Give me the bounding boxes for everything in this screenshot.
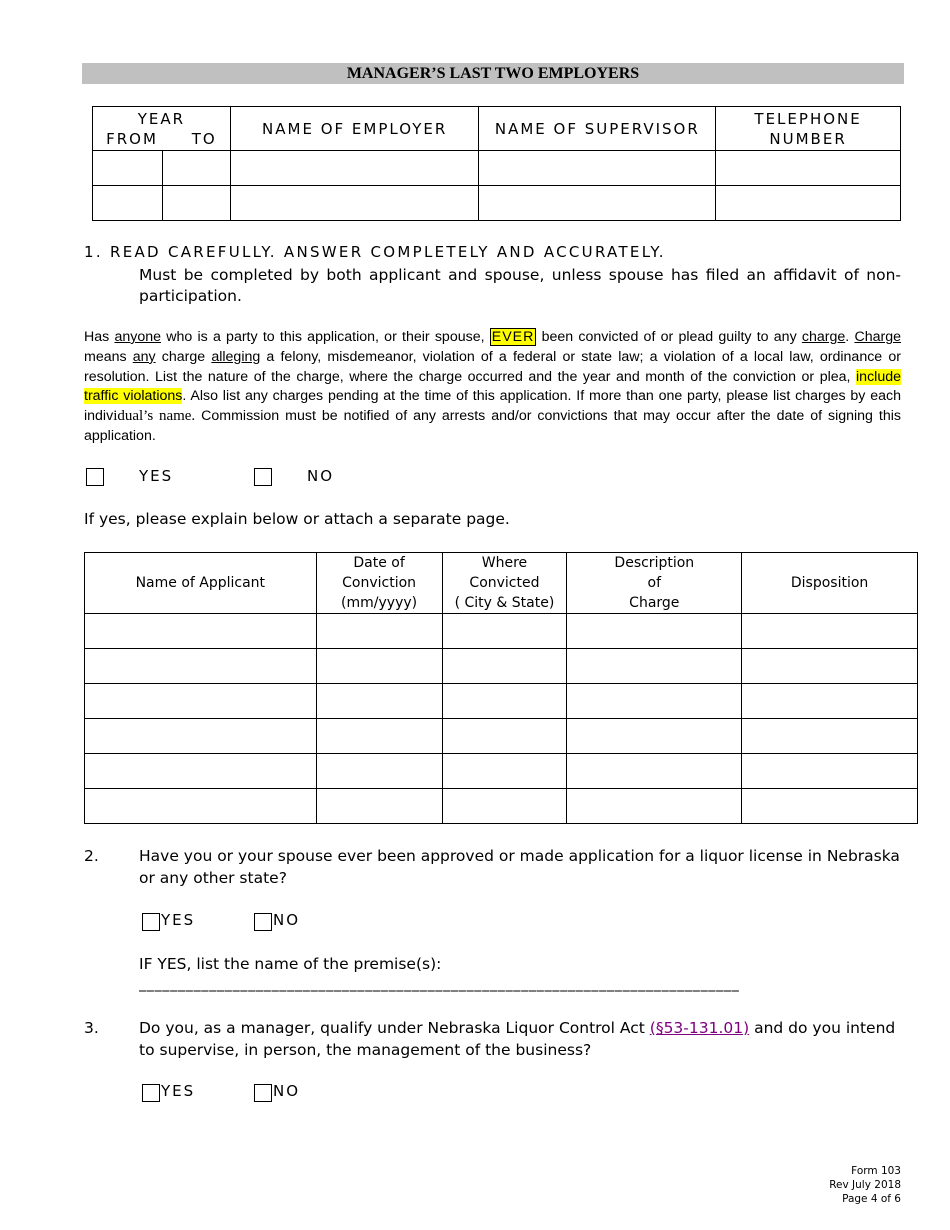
q1-no-checkbox[interactable] xyxy=(254,468,272,486)
premises-line[interactable]: _____________________________________________________________________________ xyxy=(139,976,740,992)
employer-cell[interactable] xyxy=(230,186,479,221)
ever-highlight: EVER xyxy=(491,329,535,345)
telephone-cell[interactable] xyxy=(716,151,901,186)
cell[interactable] xyxy=(567,719,742,754)
q3-yes-label: YES xyxy=(161,1082,196,1100)
cell[interactable] xyxy=(742,614,918,649)
supervisor-cell[interactable] xyxy=(479,151,716,186)
to-cell[interactable] xyxy=(162,151,230,186)
description-header: Description of Charge xyxy=(567,553,742,614)
cell[interactable] xyxy=(567,649,742,684)
q2-yes-checkbox[interactable] xyxy=(142,913,160,931)
cell[interactable] xyxy=(316,614,442,649)
table-row xyxy=(93,186,901,221)
q1-instructions: Has anyone who is a party to this application, or their spouse, EVER been convicted of or plead guilty to any charge. Charge means any charge alleging a felony, misdemeanor, violation of a federal or state law; a violation of a local law, ordinance or resolution. List the nature of the charge, where the charge occurred and the year and month of the conviction or plea, include traffic violations. Also list any charges pending at the time of this application. If more than one party, please list charges by each individual’s name. Commission must be notified of any arrests and/or convictions that may occur after the date of signing this application. xyxy=(84,329,901,444)
revision: Rev July 2018 xyxy=(829,1179,901,1191)
employers-table xyxy=(92,106,901,221)
q2-text: Have you or your spouse ever been approved or made application for a liquor license in Nebraska or any other state? xyxy=(139,847,900,887)
name-header: Name of Applicant xyxy=(85,553,317,614)
table-row xyxy=(85,614,918,649)
telephone-header: TELEPHONE NUMBER xyxy=(716,107,901,151)
cell[interactable] xyxy=(85,789,317,824)
cell[interactable] xyxy=(85,719,317,754)
section-banner: MANAGER’S LAST TWO EMPLOYERS xyxy=(82,63,904,84)
table-row xyxy=(85,649,918,684)
cell[interactable] xyxy=(742,754,918,789)
cell[interactable] xyxy=(742,649,918,684)
cell[interactable] xyxy=(85,614,317,649)
explain-text: If yes, please explain below or attach a separate page. xyxy=(84,510,510,528)
q2-no-checkbox[interactable] xyxy=(254,913,272,931)
cell[interactable] xyxy=(742,719,918,754)
q2-no-label: NO xyxy=(273,911,301,929)
act-link[interactable]: (§53-131.01) xyxy=(649,1019,750,1037)
q3-yes-checkbox[interactable] xyxy=(142,1084,160,1102)
q3-text: Do you, as a manager, qualify under Nebraska Liquor Control Act (§53-131.01) and do you intend to supervise, in person, the management of the business? xyxy=(139,1019,896,1059)
footer xyxy=(829,1164,901,1206)
cell[interactable] xyxy=(85,684,317,719)
table-row xyxy=(85,754,918,789)
cell[interactable] xyxy=(567,614,742,649)
traffic-highlight: include traffic violations xyxy=(84,368,901,405)
cell[interactable] xyxy=(442,684,567,719)
cell[interactable] xyxy=(316,754,442,789)
supervisor-header: NAME OF SUPERVISOR xyxy=(479,107,716,151)
cell[interactable] xyxy=(85,649,317,684)
cell[interactable] xyxy=(316,684,442,719)
q3-no-label: NO xyxy=(273,1082,301,1100)
convictions-table xyxy=(84,552,918,824)
cell[interactable] xyxy=(742,684,918,719)
cell[interactable] xyxy=(567,684,742,719)
year-label: YEAR xyxy=(137,109,186,128)
q3-no-checkbox[interactable] xyxy=(254,1084,272,1102)
to-cell[interactable] xyxy=(162,186,230,221)
cell[interactable] xyxy=(442,789,567,824)
q1-yes-checkbox[interactable] xyxy=(86,468,104,486)
supervisor-cell[interactable] xyxy=(479,186,716,221)
cell[interactable] xyxy=(316,649,442,684)
cell[interactable] xyxy=(442,614,567,649)
disposition-header: Disposition xyxy=(742,553,918,614)
where-header: Where Convicted ( City & State) xyxy=(442,553,567,614)
q1-heading: 1. READ CAREFULLY. ANSWER COMPLETELY AND ACCURATELY. xyxy=(84,243,666,261)
q1-subtext: Must be completed by both applicant and spouse, unless spouse has filed an affidavit of non-participation. xyxy=(139,266,901,305)
from-label: FROM xyxy=(106,129,158,148)
year-header xyxy=(93,107,231,151)
q2-yes-label: YES xyxy=(161,911,196,929)
employer-header: NAME OF EMPLOYER xyxy=(230,107,479,151)
date-header: Date of Conviction (mm/yyyy) xyxy=(316,553,442,614)
table-row xyxy=(93,151,901,186)
cell[interactable] xyxy=(442,649,567,684)
q1-no-label: NO xyxy=(307,467,335,485)
to-label: TO xyxy=(191,129,217,148)
cell[interactable] xyxy=(316,719,442,754)
form-number: Form 103 xyxy=(851,1165,901,1177)
telephone-cell[interactable] xyxy=(716,186,901,221)
cell[interactable] xyxy=(442,719,567,754)
from-cell[interactable] xyxy=(93,151,163,186)
q1-yes-label: YES xyxy=(139,467,174,485)
table-row xyxy=(85,789,918,824)
cell[interactable] xyxy=(567,789,742,824)
employer-cell[interactable] xyxy=(230,151,479,186)
table-row xyxy=(85,684,918,719)
cell[interactable] xyxy=(442,754,567,789)
cell[interactable] xyxy=(316,789,442,824)
cell[interactable] xyxy=(567,754,742,789)
q2-if-yes: IF YES, list the name of the premise(s): xyxy=(139,955,442,973)
q3-number: 3. xyxy=(84,1019,99,1037)
page-number: Page 4 of 6 xyxy=(842,1193,901,1205)
table-row xyxy=(85,719,918,754)
cell[interactable] xyxy=(742,789,918,824)
q2-number: 2. xyxy=(84,847,99,865)
from-cell[interactable] xyxy=(93,186,163,221)
cell[interactable] xyxy=(85,754,317,789)
